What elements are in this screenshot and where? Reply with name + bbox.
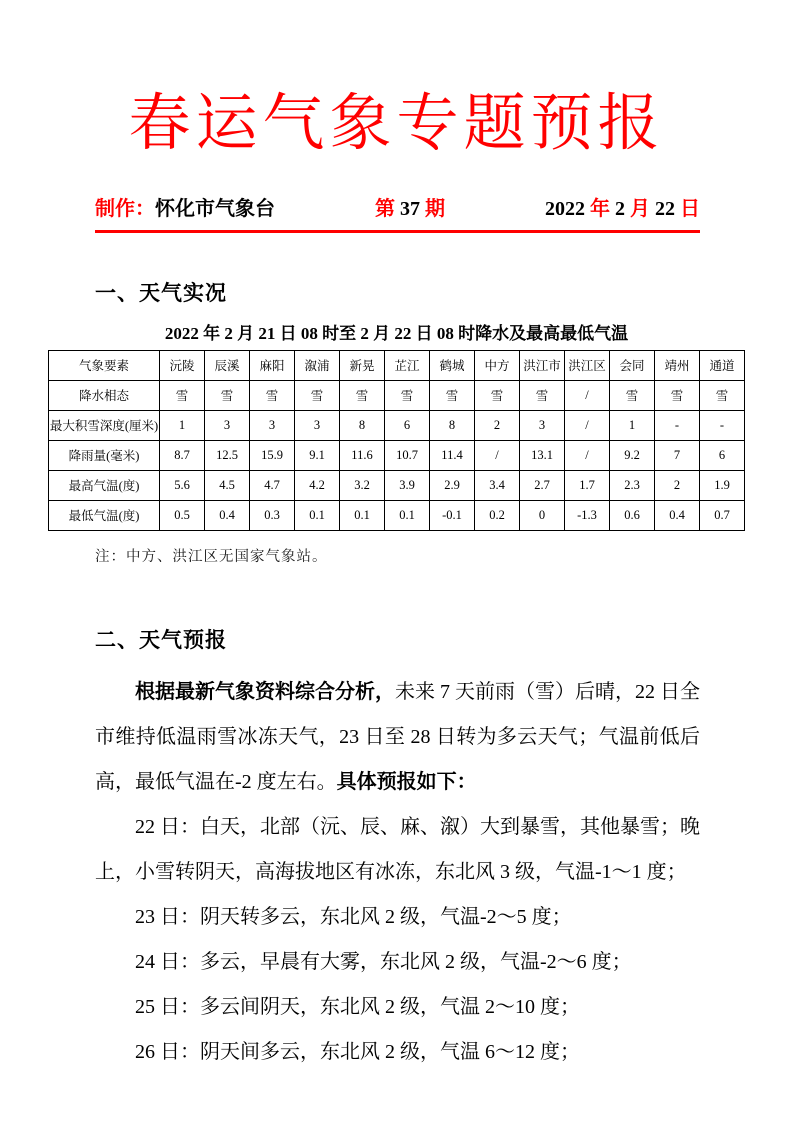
issue-prefix: 第 <box>375 197 395 220</box>
cell-value: 13.1 <box>520 440 565 470</box>
cell-value: 7 <box>655 440 700 470</box>
summary-normal-text: 未来 7 天前雨（雪）后晴，22 日全市维持低温雨雪冰冻天气，23 日至 28 日转为多云天气；气温前低后高，最低气温在-2 度左右。 <box>95 680 700 793</box>
date-year-unit: 年 <box>585 197 615 220</box>
issue-date-field <box>545 192 700 221</box>
cell-value: 4.2 <box>295 470 340 500</box>
cell-value: / <box>565 440 610 470</box>
cell-value: 1.9 <box>700 470 745 500</box>
cell-value: 3.2 <box>340 470 385 500</box>
cell-value: 0.2 <box>475 500 520 530</box>
summary-bold-lead: 根据最新气象资料综合分析， <box>135 680 395 703</box>
row-label: 最高气温(度) <box>49 470 160 500</box>
date-day-unit: 日 <box>675 197 700 220</box>
issue-number-field <box>375 192 445 221</box>
row-label: 降雨量(毫米) <box>49 440 160 470</box>
cell-value: 0.5 <box>160 500 205 530</box>
cell-value: 雪 <box>205 380 250 410</box>
cell-value: 3.9 <box>385 470 430 500</box>
producer-label: 制作： <box>95 197 155 220</box>
table-row <box>49 380 745 410</box>
cell-value: 1 <box>160 410 205 440</box>
row-label: 降水相态 <box>49 380 160 410</box>
cell-value: 10.7 <box>385 440 430 470</box>
cell-value: / <box>565 380 610 410</box>
forecast-body <box>95 670 700 1075</box>
col-header-station: 中方 <box>475 350 520 380</box>
col-header-station: 辰溪 <box>205 350 250 380</box>
table-row <box>49 410 745 440</box>
cell-value: 雪 <box>385 380 430 410</box>
table-row <box>49 500 745 530</box>
col-header-station: 鹤城 <box>430 350 475 380</box>
table-row <box>49 470 745 500</box>
forecast-paragraph: 22 日：白天，北部（沅、辰、麻、溆）大到暴雪，其他暴雪；晚上，小雪转阴天，高海拔地区有冰冻，东北风 3 级，气温-1～1 度； <box>95 815 700 883</box>
cell-value: 3 <box>520 410 565 440</box>
cell-value: -1.3 <box>565 500 610 530</box>
cell-value: 雪 <box>295 380 340 410</box>
col-header-station: 芷江 <box>385 350 430 380</box>
weather-table <box>48 350 745 531</box>
cell-value: 11.6 <box>340 440 385 470</box>
cell-value: 0.7 <box>700 500 745 530</box>
cell-value: 3 <box>250 410 295 440</box>
cell-value: 1 <box>610 410 655 440</box>
col-header-station: 沅陵 <box>160 350 205 380</box>
issue-suffix: 期 <box>425 197 445 220</box>
cell-value: 12.5 <box>205 440 250 470</box>
date-day: 22 <box>655 197 675 220</box>
cell-value: 2 <box>655 470 700 500</box>
cell-value: 雪 <box>700 380 745 410</box>
cell-value: 0 <box>520 500 565 530</box>
cell-value: - <box>700 410 745 440</box>
forecast-paragraph: 24 日：多云，早晨有大雾，东北风 2 级，气温-2～6 度； <box>135 950 632 973</box>
col-header-station: 溆浦 <box>295 350 340 380</box>
col-header-station: 洪江区 <box>565 350 610 380</box>
cell-value: 6 <box>700 440 745 470</box>
cell-value: 8 <box>340 410 385 440</box>
row-label: 最大积雪深度(厘米) <box>49 410 160 440</box>
cell-value: 0.6 <box>610 500 655 530</box>
col-header-meteo-element: 气象要素 <box>49 350 160 380</box>
section1-heading: 一、天气实况 <box>95 280 227 305</box>
header-info-row <box>95 192 700 221</box>
forecast-list <box>95 805 700 1075</box>
cell-value: 0.1 <box>295 500 340 530</box>
weather-table-caption: 2022 年 2 月 21 日 08 时至 2 月 22 日 08 时降水及最高最低气温 <box>164 323 629 343</box>
cell-value: 雪 <box>520 380 565 410</box>
cell-value: 雪 <box>160 380 205 410</box>
cell-value: 3 <box>295 410 340 440</box>
table-note: 注：中方、洪江区无国家气象站。 <box>95 548 328 565</box>
date-month-unit: 月 <box>625 197 655 220</box>
cell-value: 2 <box>475 410 520 440</box>
cell-value: 2.9 <box>430 470 475 500</box>
cell-value: 雪 <box>655 380 700 410</box>
cell-value: 0.4 <box>205 500 250 530</box>
cell-value: 6 <box>385 410 430 440</box>
document-title: 春运气象专题预报 <box>128 90 665 158</box>
col-header-station: 麻阳 <box>250 350 295 380</box>
cell-value: 0.4 <box>655 500 700 530</box>
col-header-station: 新晃 <box>340 350 385 380</box>
cell-value: 3 <box>205 410 250 440</box>
cell-value: 4.7 <box>250 470 295 500</box>
col-header-station: 靖州 <box>655 350 700 380</box>
cell-value: 0.3 <box>250 500 295 530</box>
col-header-station: 会同 <box>610 350 655 380</box>
cell-value: / <box>475 440 520 470</box>
cell-value: 雪 <box>475 380 520 410</box>
summary-bold-tail: 具体预报如下： <box>336 770 477 793</box>
cell-value: 8.7 <box>160 440 205 470</box>
col-header-station: 洪江市 <box>520 350 565 380</box>
forecast-paragraph: 23 日：阴天转多云，东北风 2 级，气温-2～5 度； <box>135 905 572 928</box>
cell-value: 0.1 <box>385 500 430 530</box>
cell-value: 雪 <box>430 380 475 410</box>
cell-value: - <box>655 410 700 440</box>
table-row <box>49 440 745 470</box>
cell-value: 雪 <box>250 380 295 410</box>
date-year: 2022 <box>545 197 585 220</box>
cell-value: 2.3 <box>610 470 655 500</box>
cell-value: 4.5 <box>205 470 250 500</box>
cell-value: 0.1 <box>340 500 385 530</box>
forecast-summary-paragraph <box>95 670 700 805</box>
forecast-paragraph: 25 日：多云间阴天，东北风 2 级，气温 2～10 度； <box>135 995 580 1018</box>
cell-value: 8 <box>430 410 475 440</box>
cell-value: 雪 <box>340 380 385 410</box>
cell-value: 雪 <box>610 380 655 410</box>
cell-value: 15.9 <box>250 440 295 470</box>
cell-value: / <box>565 410 610 440</box>
section2-heading: 二、天气预报 <box>95 627 227 652</box>
col-header-station: 通道 <box>700 350 745 380</box>
table-header-row <box>49 350 745 380</box>
cell-value: 3.4 <box>475 470 520 500</box>
producer-field <box>95 192 275 221</box>
cell-value: 2.7 <box>520 470 565 500</box>
forecast-paragraph: 26 日：阴天间多云，东北风 2 级，气温 6～12 度； <box>135 1040 580 1063</box>
cell-value: 5.6 <box>160 470 205 500</box>
producer-value: 怀化市气象台 <box>155 197 275 220</box>
cell-value: 1.7 <box>565 470 610 500</box>
date-month: 2 <box>615 197 625 220</box>
header-divider-rule <box>95 230 700 233</box>
row-label: 最低气温(度) <box>49 500 160 530</box>
cell-value: -0.1 <box>430 500 475 530</box>
cell-value: 9.1 <box>295 440 340 470</box>
cell-value: 11.4 <box>430 440 475 470</box>
cell-value: 9.2 <box>610 440 655 470</box>
issue-number: 37 <box>395 197 425 220</box>
